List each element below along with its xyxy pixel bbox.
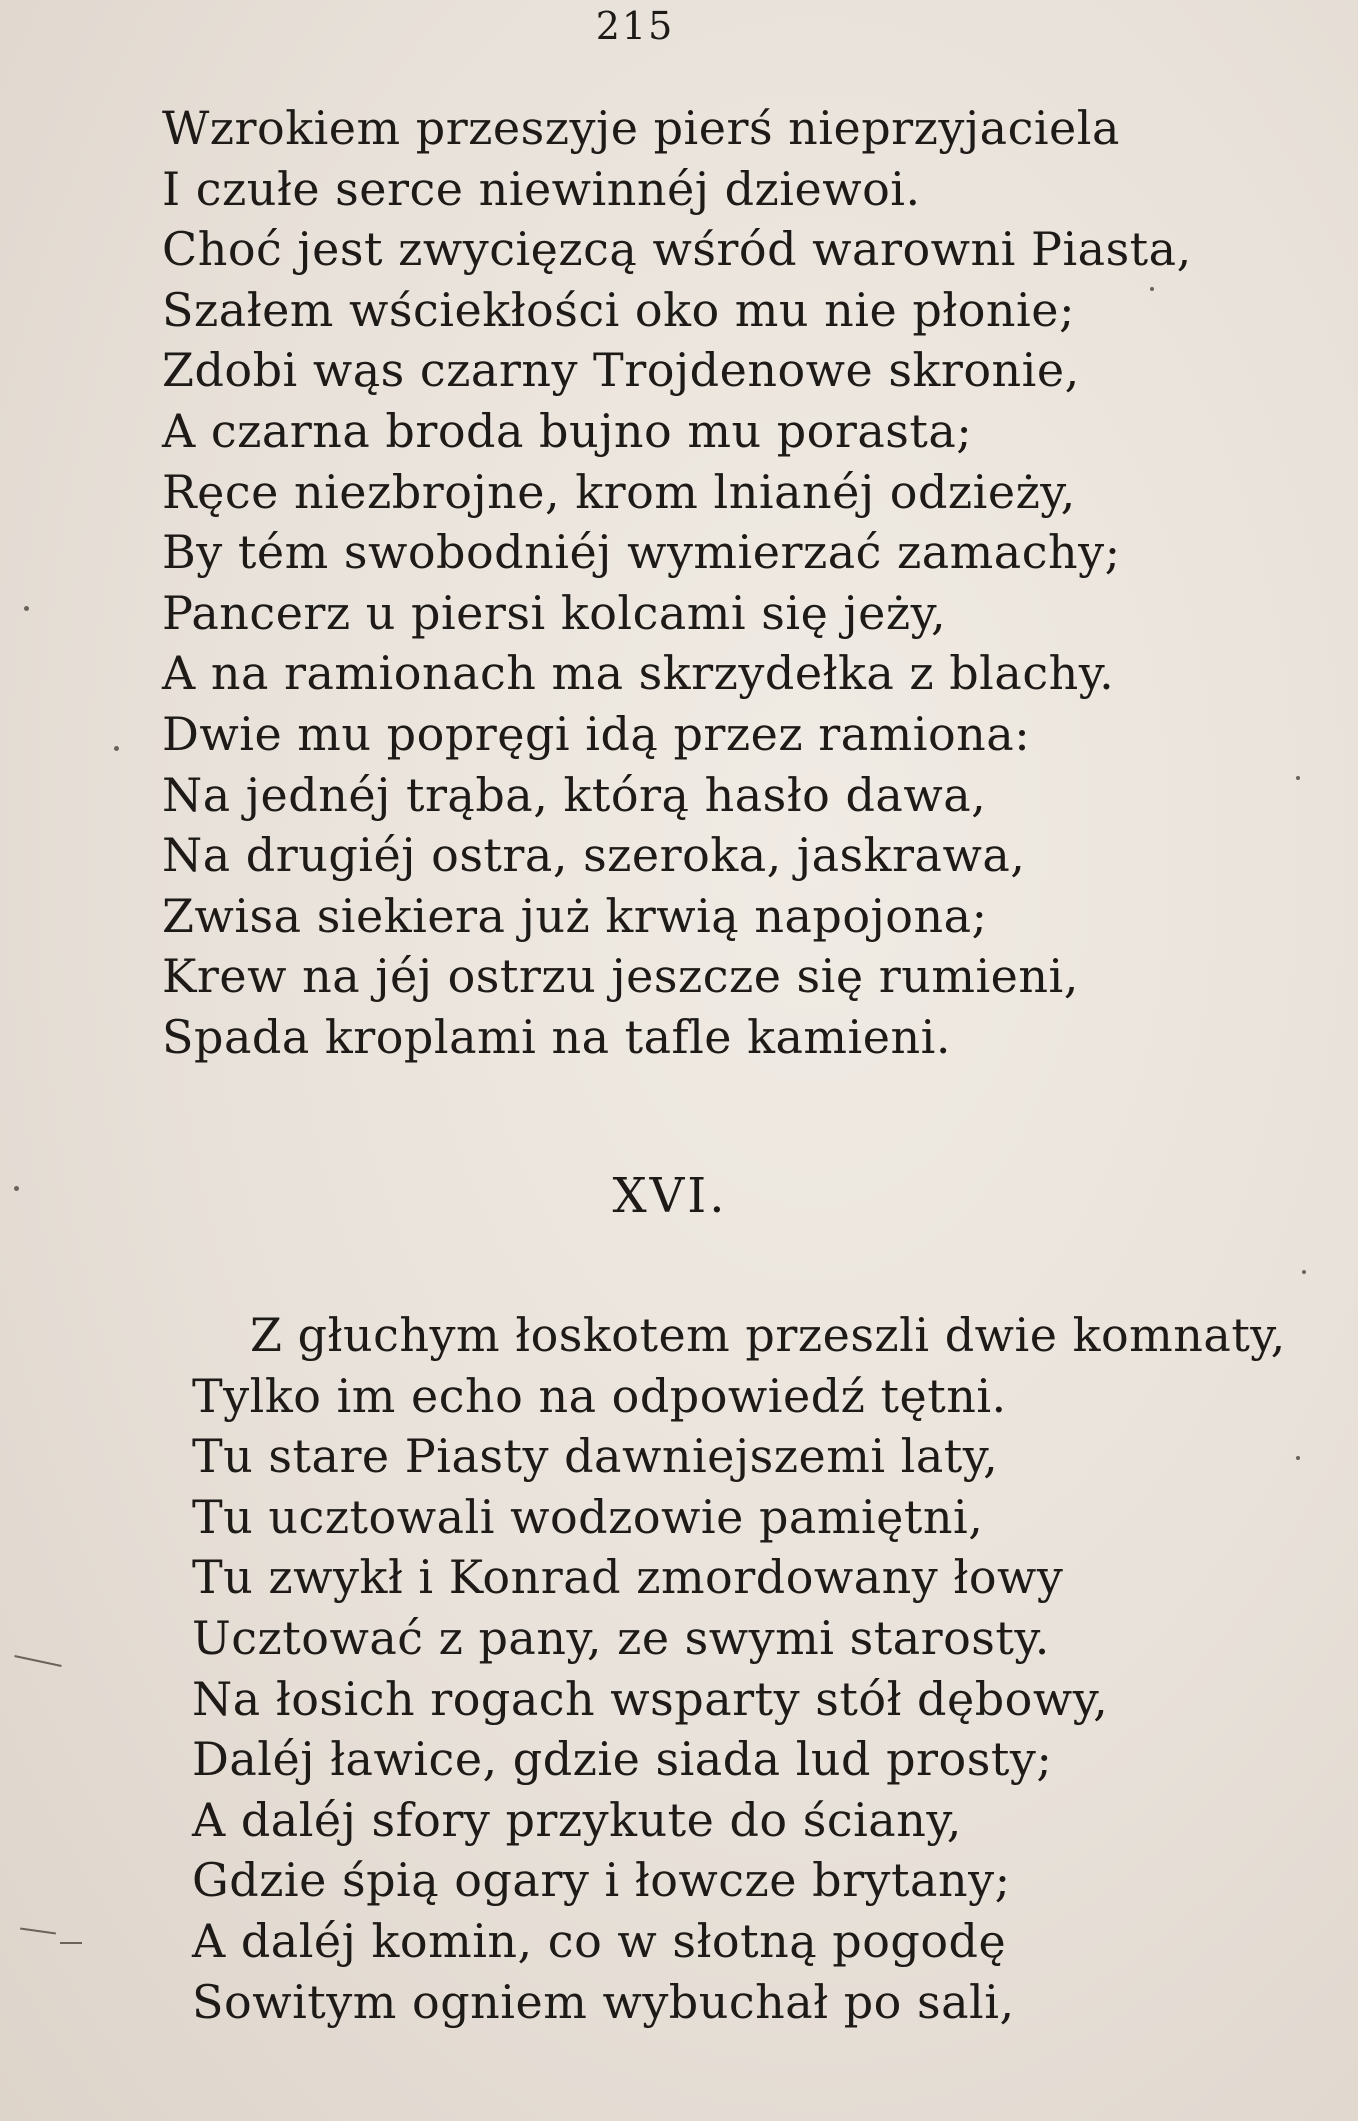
verse-line: Zwisa siekiera już krwią napojona; — [162, 888, 988, 943]
verse-line: I czułe serce niewinnéj dziewoi. — [162, 161, 921, 216]
verse-line: Tu ucztowali wodzowie pamiętni, — [192, 1489, 984, 1544]
verse-line: Na drugiéj ostra, szeroka, jaskrawa, — [162, 828, 1026, 883]
stanza-continuation — [162, 98, 1192, 1068]
page-number: 215 — [595, 4, 675, 48]
verse-line: Daléj ławice, gdzie siada lud prosty; — [192, 1732, 1053, 1787]
verse-line: A na ramionach ma skrzydełka z blachy. — [162, 646, 1115, 701]
paper-speck — [1296, 776, 1300, 780]
verse-line: Wzrokiem przeszyje pierś nieprzyjaciela — [162, 101, 1120, 155]
verse-line: Choć jest zwycięzcą wśród warowni Piasta, — [162, 222, 1192, 277]
verse-line: Ucztować z pany, ze swymi starosty. — [192, 1610, 1050, 1665]
verse-line: Szałem wściekłości oko mu nie płonie; — [162, 282, 1075, 337]
paper-speck — [1296, 1456, 1300, 1460]
paper-speck — [114, 746, 119, 751]
verse-line: Spada kroplami na tafle kamieni. — [162, 1009, 951, 1064]
margin-mark — [14, 1655, 61, 1667]
verse-line: Tu zwykł i Konrad zmordowany łowy — [192, 1550, 1064, 1605]
paper-speck — [24, 606, 29, 611]
paper-speck — [14, 1186, 19, 1191]
verse-line: Zdobi wąs czarny Trojdenowe skronie, — [162, 343, 1080, 398]
margin-mark — [60, 1942, 82, 1944]
verse-line: Pancerz u piersi kolcami się jeży, — [162, 585, 947, 640]
verse-line: A czarna broda bujno mu porasta; — [162, 403, 973, 458]
verse-line: By tém swobodniéj wymierzać zamachy; — [162, 525, 1121, 580]
verse-line: Sowitym ogniem wybuchał po sali, — [192, 1974, 1015, 2029]
paper-speck — [1150, 287, 1154, 291]
verse-line: A daléj komin, co w słotną pogodę — [192, 1913, 1007, 1968]
margin-mark — [20, 1928, 56, 1935]
verse-line: Tu stare Piasty dawniejszemi laty, — [192, 1429, 999, 1484]
section-heading: XVI. — [612, 1168, 728, 1224]
verse-line: Na łosich rogach wsparty stół dębowy, — [192, 1671, 1109, 1726]
verse-line: A daléj sfory przykute do ściany, — [192, 1792, 962, 1847]
verse-line: Z głuchym łoskotem przeszli dwie komnaty, — [250, 1308, 1286, 1362]
verse-line: Gdzie śpią ogary i łowcze brytany; — [192, 1853, 1011, 1908]
verse-line: Krew na jéj ostrzu jeszcze się rumieni, — [162, 949, 1079, 1004]
paper-speck — [1302, 1270, 1306, 1274]
verse-line: Dwie mu popręgi idą przez ramiona: — [162, 706, 1031, 761]
verse-line: Tylko im echo na odpowiedź tętni. — [192, 1368, 1007, 1423]
stanza-section-xvi — [192, 1305, 1286, 2032]
verse-line: Ręce niezbrojne, krom lnianéj odzieży, — [162, 464, 1076, 519]
verse-line: Na jednéj trąba, którą hasło dawa, — [162, 767, 987, 822]
